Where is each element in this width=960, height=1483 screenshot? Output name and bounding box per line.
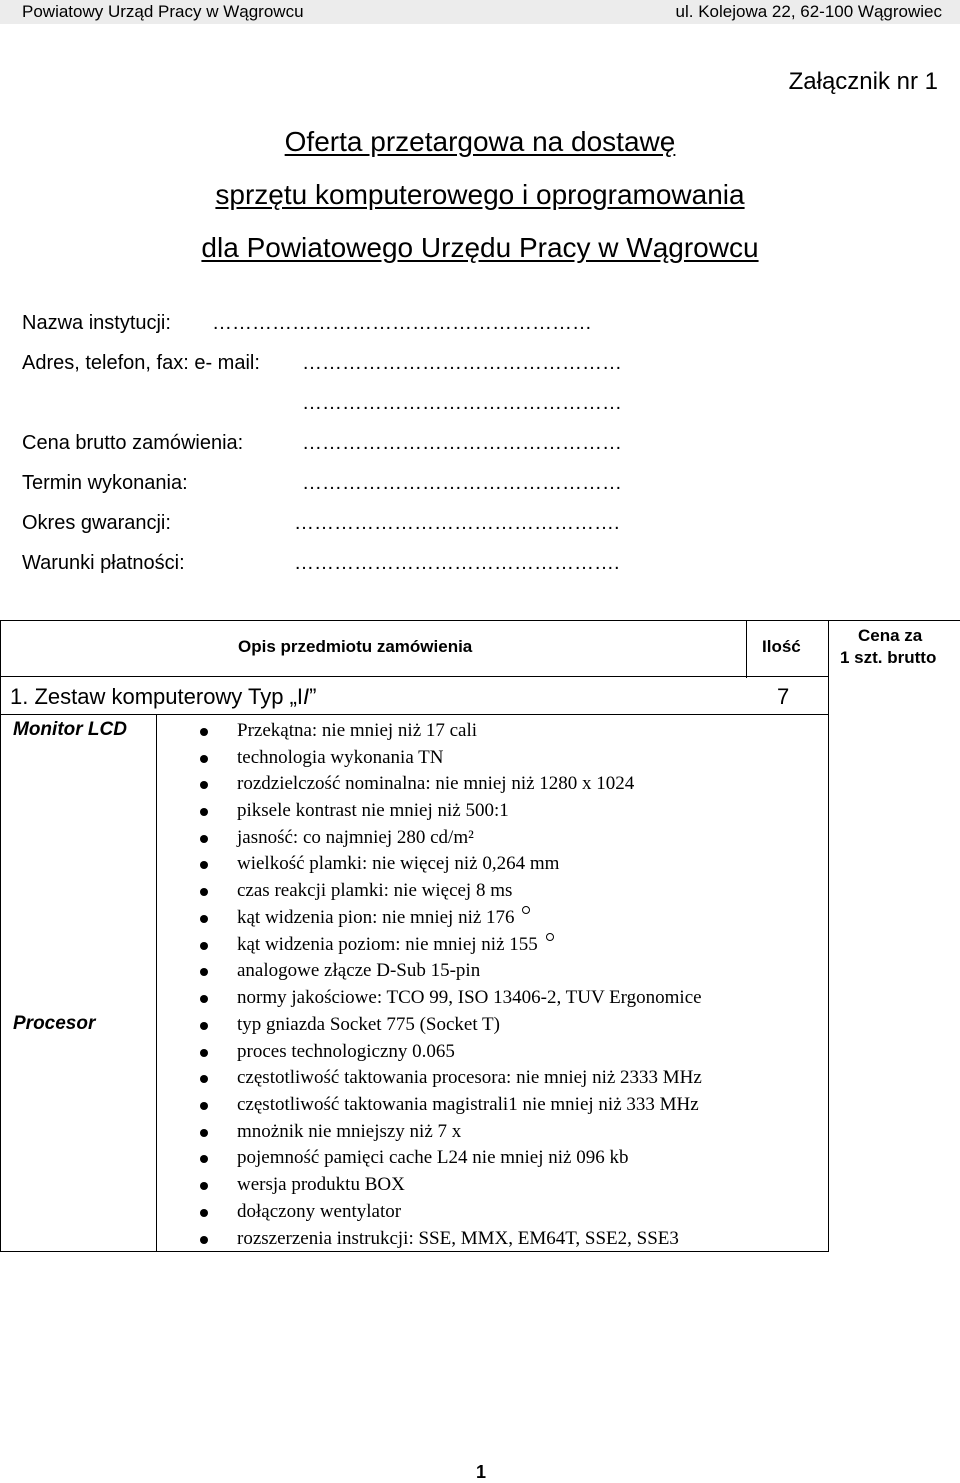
form-blank-warranty[interactable]: ………………………………………….: [294, 512, 620, 534]
list-item: kąt widzenia poziom: nie mniej niż 155: [200, 932, 702, 959]
bullet-icon: [200, 1236, 208, 1244]
list-item: pojemność pamięci cache L24 nie mniej niż 096 kb: [200, 1145, 702, 1172]
list-item: Przekątna: nie mniej niż 17 cali: [200, 718, 702, 745]
category-processor: Procesor: [13, 1013, 96, 1034]
category-monitor-lcd: Monitor LCD: [13, 719, 127, 740]
bullet-icon: [200, 1022, 208, 1030]
degree-mark: [546, 933, 554, 941]
column-header-description: Opis przedmiotu zamówienia: [238, 637, 473, 656]
list-item: jasność: co najmniej 280 cd/m²: [200, 825, 702, 852]
header-office-name: Powiatowy Urząd Pracy w Wągrowcu: [22, 2, 304, 21]
bullet-icon: [200, 861, 208, 869]
list-item: mnożnik nie mniejszy niż 7 x: [200, 1119, 702, 1146]
column-divider-price: [828, 620, 829, 1252]
form-label-institution: Nazwa instytucji:: [22, 312, 171, 334]
bullet-icon: [200, 968, 208, 976]
bullet-icon: [200, 728, 208, 736]
list-item: normy jakościowe: TCO 99, ISO 13406-2, TUV Ergonomice: [200, 985, 702, 1012]
column-divider-category: [156, 714, 157, 1252]
list-item: rozdzielczość nominalna: nie mniej niż 1280 x 1024: [200, 771, 702, 798]
bullet-icon: [200, 1129, 208, 1137]
list-item: rozszerzenia instrukcji: SSE, MMX, EM64T, SSE2, SSE3: [200, 1226, 702, 1253]
table-top-border: [0, 620, 960, 621]
bullet-icon: [200, 1049, 208, 1057]
bullet-icon: [200, 808, 208, 816]
list-item: analogowe złącze D-Sub 15-pin: [200, 958, 702, 985]
form-label-gross-price: Cena brutto zamówienia:: [22, 432, 244, 454]
column-header-price-line-1: Cena za: [858, 626, 923, 645]
form-blank-institution[interactable]: …………………………………………………: [212, 312, 592, 334]
list-item: typ gniazda Socket 775 (Socket T): [200, 1012, 702, 1039]
bullet-icon: [200, 888, 208, 896]
bullet-icon: [200, 1182, 208, 1190]
list-item: częstotliwość taktowania procesora: nie mniej niż 2333 MHz: [200, 1065, 702, 1092]
list-item: częstotliwość taktowania magistrali1 nie mniej niż 333 MHz: [200, 1092, 702, 1119]
bullet-icon: [200, 781, 208, 789]
list-item: piksele kontrast nie mniej niż 500:1: [200, 798, 702, 825]
degree-mark: [522, 906, 530, 914]
list-item: wersja produktu BOX: [200, 1172, 702, 1199]
bullet-icon: [200, 1102, 208, 1110]
section-quantity: 7: [777, 684, 790, 709]
spec-list-monitor: [200, 718, 702, 1012]
document-title-line-2: sprzętu komputerowego i oprogramowania: [215, 179, 745, 210]
form-blank-payment-terms[interactable]: ………………………………………….: [294, 552, 620, 574]
form-blank-address-continued[interactable]: …………………………………………: [302, 392, 622, 414]
form-label-deadline: Termin wykonania:: [22, 472, 188, 494]
bullet-icon: [200, 915, 208, 923]
page-number: 1: [476, 1462, 487, 1482]
header-office-address: ul. Kolejowa 22, 62-100 Wągrowiec: [675, 2, 942, 21]
list-item: wielkość plamki: nie więcej niż 0,264 mm: [200, 851, 702, 878]
section-bottom-border: [0, 714, 828, 715]
header-bottom-border: [0, 676, 828, 677]
form-blank-deadline[interactable]: …………………………………………: [302, 472, 622, 494]
form-label-address: Adres, telefon, fax: e- mail:: [22, 352, 260, 374]
form-blank-gross-price[interactable]: …………………………………………: [302, 432, 622, 454]
column-divider-quantity: [746, 620, 747, 678]
bullet-icon: [200, 755, 208, 763]
document-title-line-1: Oferta przetargowa na dostawę: [284, 126, 676, 157]
bullet-icon: [200, 1155, 208, 1163]
list-item: proces technologiczny 0.065: [200, 1039, 702, 1066]
form-label-payment-terms: Warunki płatności:: [22, 552, 185, 574]
bullet-icon: [200, 995, 208, 1003]
annex-label: Załącznik nr 1: [788, 68, 938, 95]
spec-list-processor: [200, 1012, 702, 1252]
form-label-warranty: Okres gwarancji:: [22, 512, 171, 534]
bullet-icon: [200, 1209, 208, 1217]
list-item: kąt widzenia pion: nie mniej niż 176: [200, 905, 702, 932]
column-header-price-line-2: 1 szt. brutto: [840, 648, 937, 667]
bullet-icon: [200, 1075, 208, 1083]
document-title-line-3: dla Powiatowego Urzędu Pracy w Wągrowcu: [201, 232, 759, 263]
list-item: technologia wykonania TN: [200, 745, 702, 772]
bullet-icon: [200, 835, 208, 843]
form-blank-address[interactable]: …………………………………………: [302, 352, 622, 374]
list-item: dołączony wentylator: [200, 1199, 702, 1226]
section-title: 1. Zestaw komputerowy Typ „II”: [10, 684, 317, 709]
list-item: czas reakcji plamki: nie więcej 8 ms: [200, 878, 702, 905]
bullet-icon: [200, 942, 208, 950]
column-header-quantity: Ilość: [762, 637, 801, 656]
